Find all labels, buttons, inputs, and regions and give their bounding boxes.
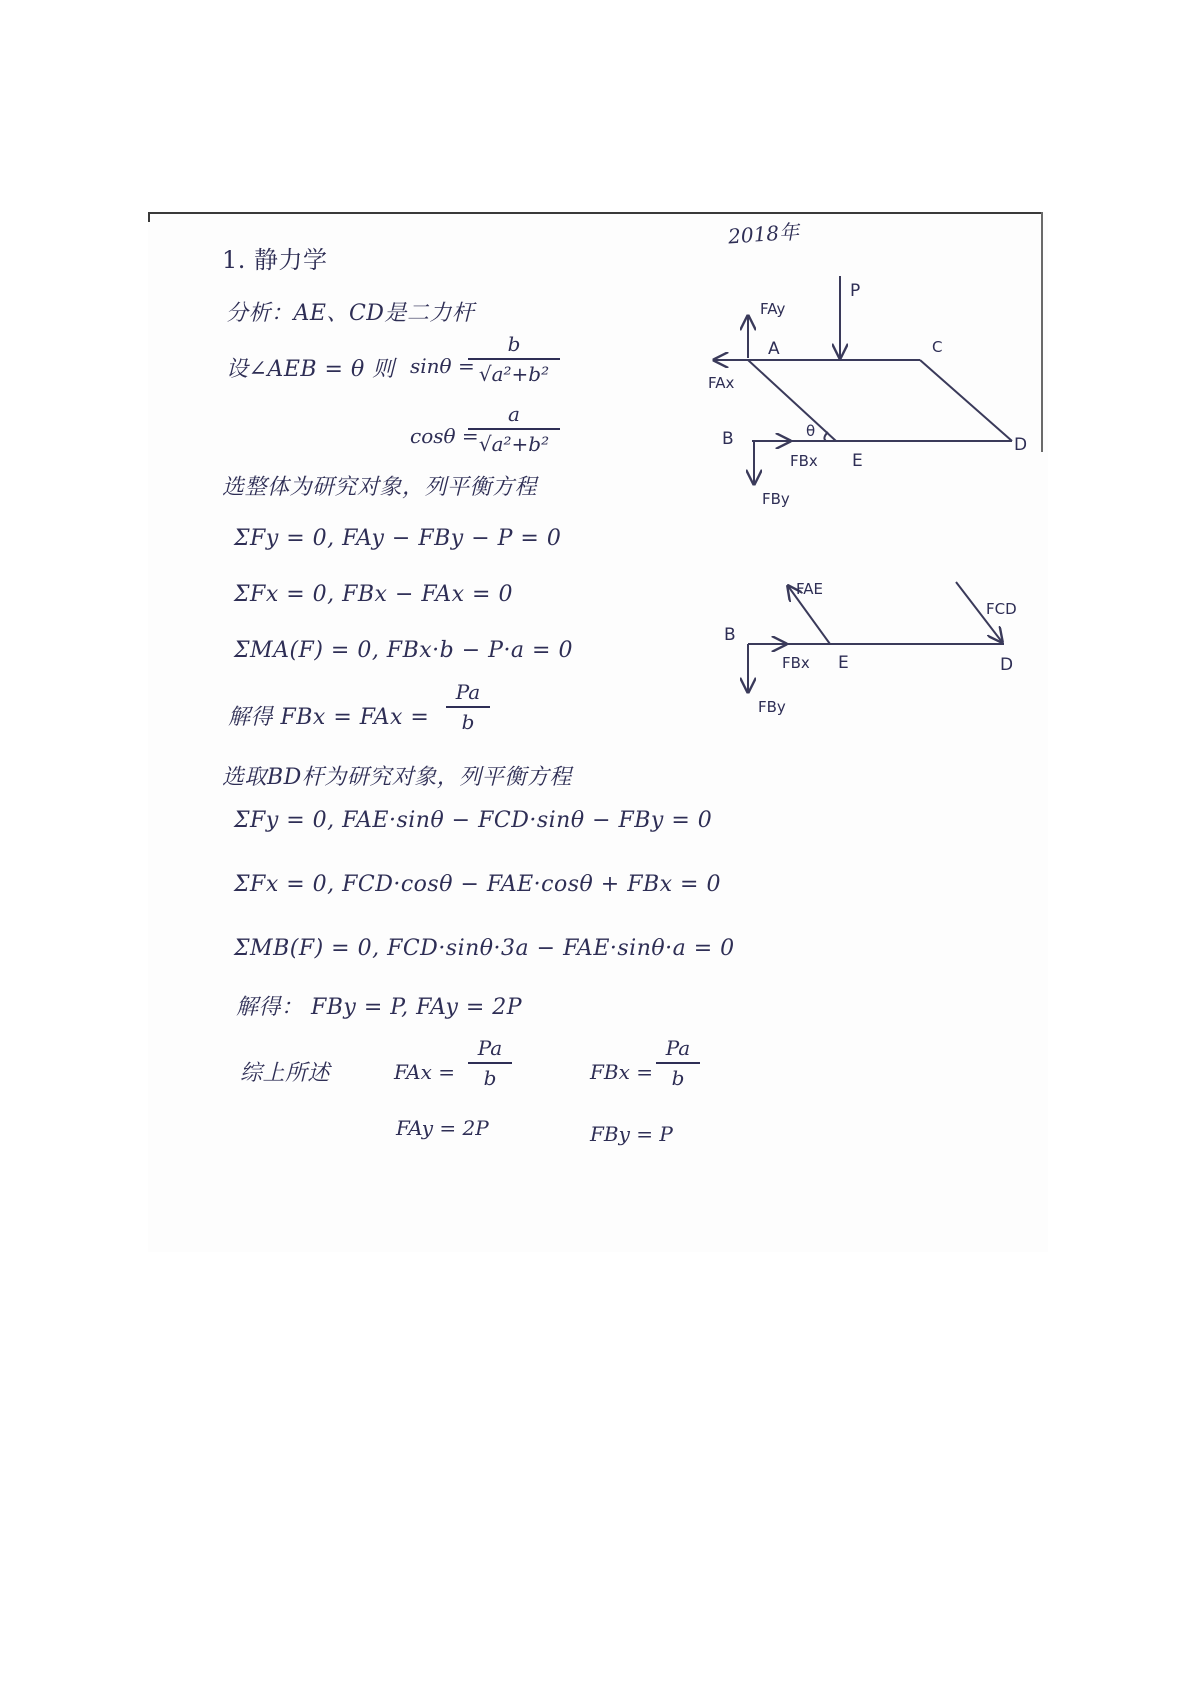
equation-sum-mb: ΣMB(F) = 0, FCD·sinθ·3a − FAE·sinθ·a = 0 xyxy=(234,936,735,961)
label-p: P xyxy=(850,281,861,301)
year-label: 2018年 xyxy=(727,219,800,249)
label-theta: θ xyxy=(806,422,816,440)
cos-numerator: a xyxy=(508,402,520,426)
label-c: C xyxy=(932,338,943,356)
label-a: A xyxy=(768,339,780,359)
sin-numerator: b xyxy=(507,332,521,356)
summary-fbx-denominator: b xyxy=(671,1066,685,1090)
solve2-line: 解得： FBy = P, FAy = 2P xyxy=(236,995,523,1020)
section-title: 1. 静力学 xyxy=(222,246,328,274)
sin-label: sinθ = xyxy=(410,354,475,378)
equation-sum-fy-2: ΣFy = 0, FAE·sinθ − FCD·sinθ − FBy = 0 xyxy=(234,808,713,833)
step2-title: 选取BD杆为研究对象，列平衡方程 xyxy=(222,765,572,790)
equation-sum-fx-1: ΣFx = 0, FBx − FAx = 0 xyxy=(234,582,513,607)
sin-denominator: √a²+b² xyxy=(478,362,550,386)
solve1-numerator: Pa xyxy=(455,680,481,704)
label-d: D xyxy=(1014,435,1028,455)
label-fax: FAx xyxy=(708,374,735,392)
label-e-2: E xyxy=(838,653,849,673)
label-fby: FBy xyxy=(762,490,790,508)
equation-sum-fx-2: ΣFx = 0, FCD·cosθ − FAE·cosθ + FBx = 0 xyxy=(234,872,721,897)
label-b-2: B xyxy=(724,625,736,645)
analysis-line: 分析：AE、CD是二力杆 xyxy=(226,301,475,326)
label-e: E xyxy=(852,451,863,471)
summary-fax-denominator: b xyxy=(483,1066,497,1090)
equation-sum-ma: ΣMA(F) = 0, FBx·b − P·a = 0 xyxy=(234,638,573,663)
summary-fax-numerator: Pa xyxy=(477,1036,503,1060)
label-b: B xyxy=(722,429,734,449)
summary-fbx-numerator: Pa xyxy=(665,1036,691,1060)
step1-title: 选整体为研究对象，列平衡方程 xyxy=(222,475,538,500)
label-fae: FAE xyxy=(796,580,823,598)
summary-fay: FAy = 2P xyxy=(396,1116,489,1140)
label-fbx-2: FBx xyxy=(782,654,810,672)
cos-denominator: √a²+b² xyxy=(478,432,550,456)
solve1-denominator: b xyxy=(461,710,475,734)
cos-label: cosθ = xyxy=(410,424,479,448)
label-fcd: FCD xyxy=(986,600,1017,618)
solve1-line: 解得 FBx = FAx = xyxy=(228,705,430,730)
label-fby-2: FBy xyxy=(758,698,786,716)
equation-sum-fy-1: ΣFy = 0, FAy − FBy − P = 0 xyxy=(234,526,562,551)
label-fbx: FBx xyxy=(790,452,818,470)
label-fay: FAy xyxy=(760,300,786,318)
summary-fax-label: FAx = xyxy=(394,1060,455,1084)
summary-fbx-label: FBx = xyxy=(590,1060,653,1084)
summary-fby: FBy = P xyxy=(590,1122,673,1146)
setup-line: 设∠AEB = θ 则 xyxy=(226,357,395,382)
label-d-2: D xyxy=(1000,655,1014,675)
summary-prefix: 综上所述 xyxy=(240,1061,331,1086)
